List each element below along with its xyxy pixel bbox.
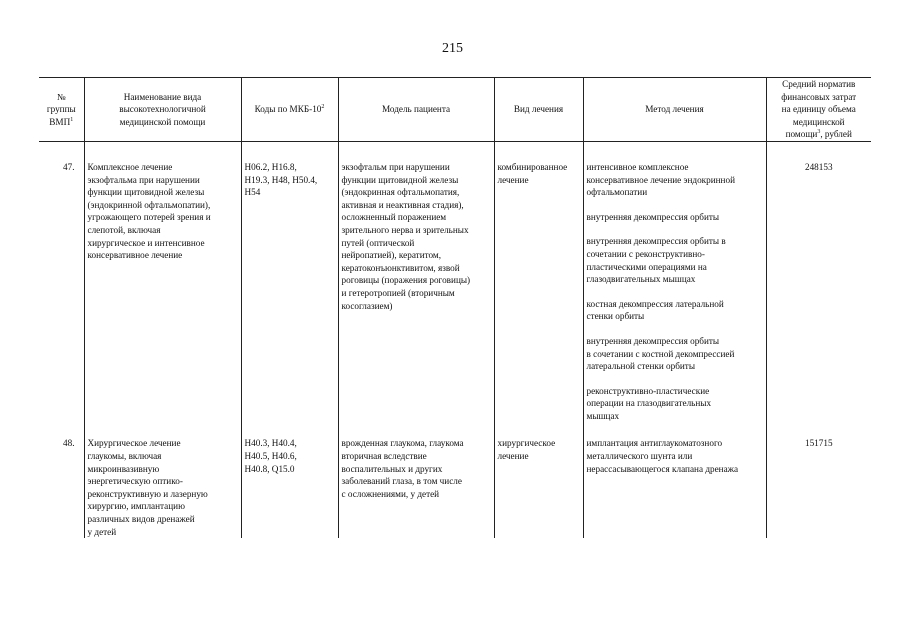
- care-type-name: Комплексное лечение экзофтальма при нарушении функции щитовидной железы (эндокринной офтальмопатии), угрожающего потерей зрения и слепотой, включая хирургическое и интенсивное консервативное лечение: [84, 161, 241, 438]
- vmp-table: [39, 77, 871, 538]
- page-number: 215: [442, 41, 463, 56]
- table-row: [39, 161, 871, 438]
- icd-codes: H06.2, H16.8, H19.3, H48, H50.4, H54: [241, 161, 338, 438]
- treatment-type: комбинированное лечение: [494, 161, 583, 438]
- table-row: [39, 437, 871, 538]
- table-header-row: [39, 78, 871, 142]
- care-type-name: Хирургическое лечение глаукомы, включая микроинвазивную энергетическую оптико- реконструктивную и лазерную хирургию, имплантацию различных видов дренажей у детей: [84, 437, 241, 538]
- header-treatment-method: Метод лечения: [583, 78, 766, 142]
- header-patient-model: Модель пациента: [338, 78, 494, 142]
- method-item: костная декомпрессия латеральной стенки орбиты: [586, 298, 724, 322]
- treatment-type: хирургическое лечение: [494, 437, 583, 538]
- method-item: интенсивное комплексное консервативное лечение эндокринной офтальмопатии: [586, 161, 735, 198]
- header-average-cost: Средний норматив финансовых затрат на единицу объема медицинской помощи$^3$, рублей: [766, 78, 871, 142]
- group-number: 47.: [63, 161, 75, 172]
- header-icd-codes: Коды по МКБ-$10^2$: [241, 78, 338, 142]
- header-group-number: № группы ВМП$^1$: [39, 78, 84, 142]
- header-spacer: [39, 141, 871, 161]
- method-item: внутренняя декомпрессия орбиты в сочетании с костной декомпрессией латеральной стенки орбиты: [586, 335, 735, 372]
- method-item: внутренняя декомпрессия орбиты в сочетании с реконструктивно- пластическими операциями на глазодвигательных мышцах: [586, 236, 726, 285]
- average-cost: 248153: [766, 161, 871, 438]
- header-treatment-type: Вид лечения: [494, 78, 583, 142]
- header-care-type: Наименование вида высокотехнологичной медицинской помощи: [84, 78, 241, 142]
- group-number: 48.: [63, 438, 75, 449]
- method-item: реконструктивно-пластические операции на глазодвигательных мышцах: [586, 385, 712, 421]
- treatment-methods: [583, 437, 766, 538]
- treatment-methods: [583, 161, 766, 438]
- method-item: внутренняя декомпрессия орбиты: [586, 211, 720, 222]
- icd-codes: H40.3, H40.4, H40.5, H40.6, H40.8, Q15.0: [241, 437, 338, 538]
- patient-model: экзофтальм при нарушении функции щитовидной железы (эндокринная офтальмопатия, активная и неактивная стадия), осложненный поражением зрительного нерва и зрительных путей (оптической нейропатией), кератитом, кератоконъюнктивитом, язвой роговицы (поражения роговицы) и гетеротропией (вторичным косоглазием): [338, 161, 494, 438]
- average-cost: 151715: [766, 437, 871, 538]
- patient-model: врожденная глаукома, глаукома вторичная вследствие воспалительных и других заболеваний глаза, в том числе с осложнениями, у детей: [338, 437, 494, 538]
- method-item: имплантация антиглаукоматозного металлического шунта или нерассасывающегося клапана дренажа: [586, 438, 739, 474]
